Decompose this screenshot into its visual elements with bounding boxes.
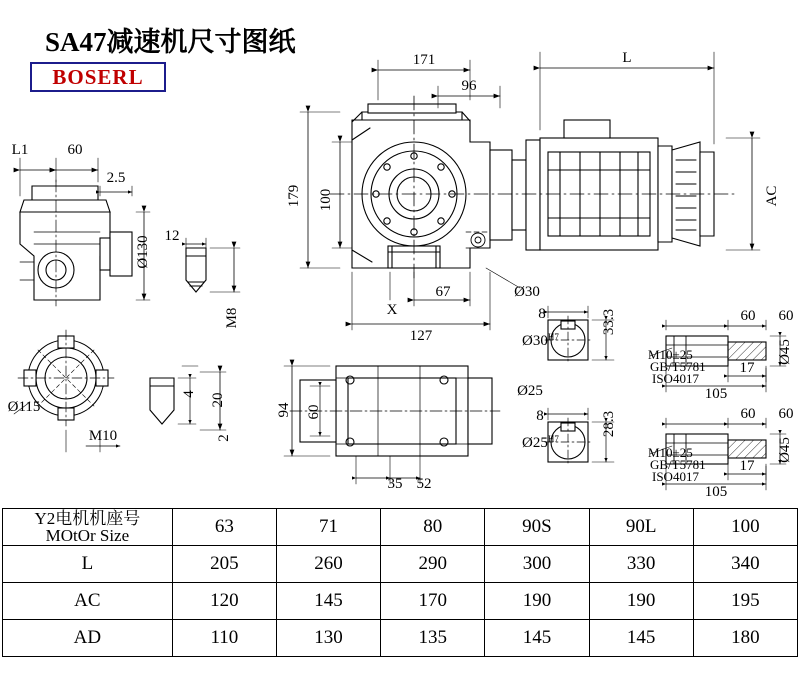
bolt2-dim-60a: 60 xyxy=(740,406,756,422)
dim-2: 2 xyxy=(216,434,232,442)
cell: 340 xyxy=(693,546,797,583)
cell: 90L xyxy=(589,509,693,546)
dim-4: 4 xyxy=(181,390,197,398)
cell: 205 xyxy=(172,546,276,583)
table-row xyxy=(3,546,798,583)
dim-X: X xyxy=(386,302,398,318)
dim-96: 96 xyxy=(461,78,477,94)
bolt1-std1: GB/T5781 xyxy=(650,359,706,374)
row-label-motor-size xyxy=(3,509,173,546)
bolt2-dia-45: Ø45 xyxy=(777,437,793,463)
dia-30-top: Ø30 xyxy=(514,284,540,300)
row-label-en: MOtOr Size xyxy=(45,526,130,545)
bolt1-dim-60b: 60 xyxy=(778,308,794,324)
cell: 300 xyxy=(485,546,589,583)
dim-60: 60 xyxy=(67,142,83,158)
bolt1-spec: M10±25 xyxy=(648,347,693,362)
dim-AC: AC xyxy=(764,185,780,207)
dia-30-h7: $Ø30^{H7}$ xyxy=(522,332,559,349)
cell: 130 xyxy=(276,620,380,657)
cell: 100 xyxy=(693,509,797,546)
cell: 110 xyxy=(172,620,276,657)
cell: 120 xyxy=(172,583,276,620)
dim-100: 100 xyxy=(318,188,334,212)
dim-M10-left: M10 xyxy=(88,428,118,444)
bolt1-dim-105: 105 xyxy=(704,386,728,402)
bolt1-std2: ISO4017 xyxy=(652,371,699,386)
cell: 135 xyxy=(381,620,485,657)
table-row xyxy=(3,583,798,620)
row-label-cn: Y2电机机座号 xyxy=(34,509,141,528)
cell: 190 xyxy=(589,583,693,620)
bolt1-dia-45: Ø45 xyxy=(777,339,793,365)
dia-25-h7: $Ø25^{H7}$ xyxy=(522,434,559,451)
cell: 145 xyxy=(589,620,693,657)
cell: 330 xyxy=(589,546,693,583)
bolt2-std2: ISO4017 xyxy=(652,469,699,484)
dim-12: 12 xyxy=(164,228,180,244)
dia-25-plain: Ø25 xyxy=(517,383,543,399)
dim-L1: L1 xyxy=(11,142,29,158)
dim-M8: M8 xyxy=(224,307,240,329)
bolt2-std1: GB/T5781 xyxy=(650,457,706,472)
dim-8-bottom: 8 xyxy=(536,408,544,424)
dim-171: 171 xyxy=(412,52,436,68)
dim-94: 94 xyxy=(276,402,292,418)
cell: 260 xyxy=(276,546,380,583)
bolt2-dim-17: 17 xyxy=(739,458,755,474)
cell: 145 xyxy=(485,620,589,657)
row-label-AD: AD xyxy=(3,620,173,657)
dim-67: 67 xyxy=(435,284,451,300)
table-row xyxy=(3,509,798,546)
dim-60-bottom: 60 xyxy=(306,404,322,420)
dim-20: 20 xyxy=(210,392,226,408)
cell: 80 xyxy=(381,509,485,546)
cell: 195 xyxy=(693,583,797,620)
bolt2-dim-60b: 60 xyxy=(778,406,794,422)
dim-8-top: 8 xyxy=(538,306,546,322)
page-title: SA47减速机尺寸图纸 xyxy=(45,27,296,57)
cell: 290 xyxy=(381,546,485,583)
bolt2-spec: M10±25 xyxy=(648,445,693,460)
dia-130: Ø130 xyxy=(135,235,151,269)
dim-28-3: 28.3 xyxy=(601,410,617,438)
cell: 63 xyxy=(172,509,276,546)
bolt1-dim-17: 17 xyxy=(739,360,755,376)
row-label-AC: AC xyxy=(3,583,173,620)
dim-127: 127 xyxy=(409,328,433,344)
dim-35: 35 xyxy=(387,476,403,492)
cell: 145 xyxy=(276,583,380,620)
dimension-table xyxy=(2,508,798,657)
bolt2-dim-105: 105 xyxy=(704,484,728,500)
bolt1-dim-60a: 60 xyxy=(740,308,756,324)
table-row xyxy=(3,620,798,657)
dim-52: 52 xyxy=(416,476,432,492)
row-label-L: L xyxy=(3,546,173,583)
dim-33-3: 33.3 xyxy=(601,308,617,336)
cell: 90S xyxy=(485,509,589,546)
dia-115: Ø115 xyxy=(7,399,41,415)
cell: 170 xyxy=(381,583,485,620)
cell: 180 xyxy=(693,620,797,657)
dim-179: 179 xyxy=(286,184,302,208)
dim-2-5: 2.5 xyxy=(106,170,126,186)
brand-logo-text: BOSERL xyxy=(52,65,144,89)
cell: 71 xyxy=(276,509,380,546)
cell: 190 xyxy=(485,583,589,620)
dim-L: L xyxy=(622,50,632,66)
